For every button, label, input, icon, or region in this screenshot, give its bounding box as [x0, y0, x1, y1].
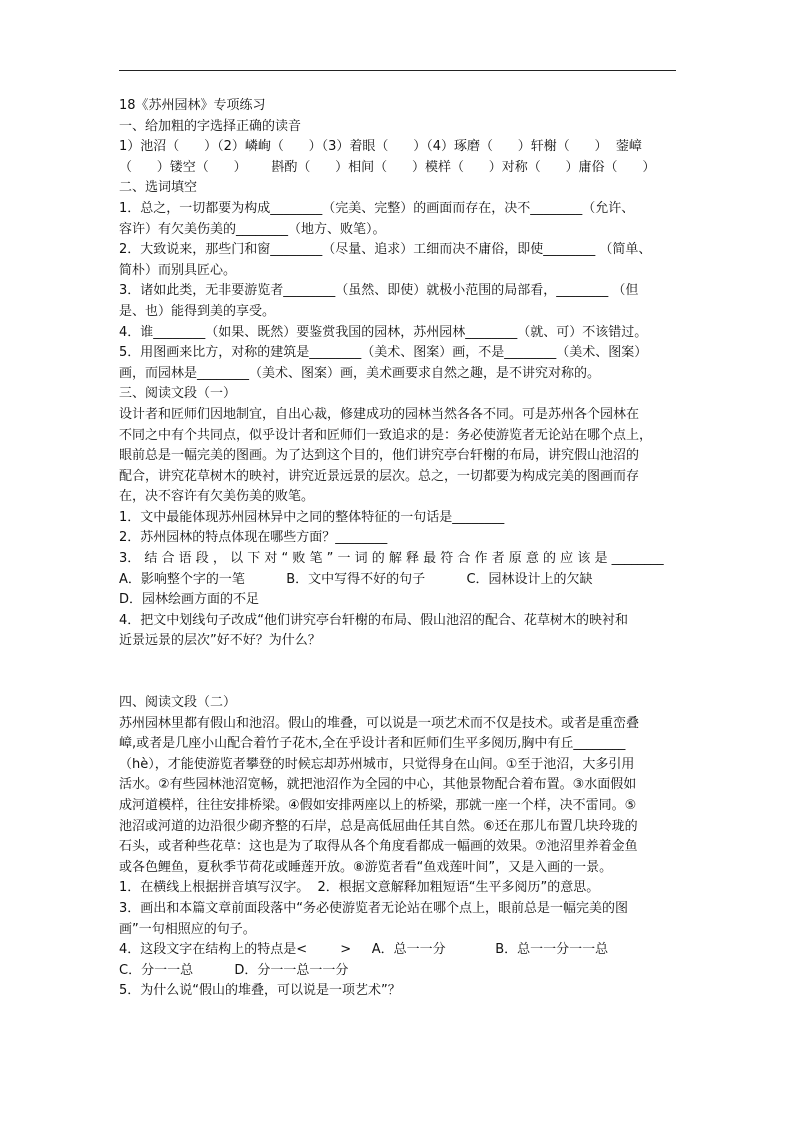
worksheet-title: 18《苏州园林》专项练习: [119, 98, 266, 113]
fill-blank-line: 是、也）能得到美的享受。: [119, 303, 276, 319]
fill-blank-line: 3．诸如此类，无非要游览者________（虽然、即使）就极小范围的局部看，________ （但: [119, 283, 639, 299]
question-line: 5．为什么说“假山的堆叠，可以说是一项艺术”？: [119, 983, 401, 999]
passage-line: 石头，或者种些花草：这也是为了取得从各个角度看都成一幅画的效果。⑦池沼里养着金鱼: [119, 839, 638, 855]
question-line: D．园林绘画方面的不足: [119, 592, 260, 608]
fill-blank-line: 容许）有欠美伤美的________（地方、败笔）。: [119, 221, 386, 237]
question-line: 2．苏州园林的特点体现在哪些方面？________: [119, 530, 388, 546]
question-line: 画”一句相照应的句子。: [119, 921, 256, 937]
fill-blank-line: 4．谁________（如果、既然）要鉴赏我国的园林，苏州园林________（就、可）不该错过。: [119, 324, 648, 340]
fill-blank-line: 画，而园林是________（美术、图案）画，美术画要求自然之趣，是不讲究对称的。: [119, 365, 601, 381]
passage-line: 活水。②有些园林池沼宽畅，就把池沼作为全园的中心，其他景物配合着布置。③水面假如: [119, 777, 637, 793]
section2-heading: 二、选词填空: [119, 180, 198, 196]
passage-line: 不同之中有个共同点，似乎设计者和匠师们一致追求的是：务必使游览者无论站在哪个点上，: [119, 427, 653, 443]
fill-blank-line: 简朴）而别具匠心。: [119, 262, 237, 278]
worksheet: [119, 96, 679, 1002]
fill-blank-line: 5．用图画来比方，对称的建筑是________（美术、图案）画，不是________（美术、图案）: [119, 345, 648, 361]
question-line: C．分一一总 D．分一一总一一分: [119, 962, 349, 978]
passage-line: 在，决不容许有欠美伤美的败笔。: [119, 489, 315, 505]
question-line: 1．在横线上根据拼音填写汉字。 2．根据文意解释加粗短语“生平多阅历”的意思。: [119, 880, 600, 896]
passage-line: 成河道模样，往往安排桥梁。④假如安排两座以上的桥梁，那就一座一个样，决不雷同。⑤: [119, 798, 637, 813]
passage-line: （hè），才能使游览者攀登的时候忘却苏州城市，只觉得身在山间。①至于池沼，大多引用: [119, 756, 635, 772]
question-line: 近景远景的层次”好不好？为什么？: [119, 633, 321, 649]
fill-blank-line: 1．总之，一切都要为构成________（完美、完整）的画面而存在，决不________（允许、: [119, 200, 635, 216]
passage-line: 或各色鲤鱼，夏秋季节荷花或睡莲开放。⑧游览者看“鱼戏莲叶间”，又是入画的一景。: [119, 859, 613, 875]
passage-line: 眼前总是一幅完美的图画。为了达到这个目的，他们讲究亭台轩榭的布局，讲究假山池沼的: [119, 448, 640, 464]
header-rule: [119, 70, 676, 71]
section3-heading: 三、阅读文段（一）: [119, 386, 237, 402]
passage-line: 嶂,或者是几座小山配合着竹子花木,全在乎设计者和匠师们生平多阅历,胸中有丘________: [119, 736, 626, 752]
pinyin-question-line: 1）池沼（ ）（2）嶙峋（ ）（3）着眼（ ）（4）琢磨（ ）轩榭（ ） 蓥嶂: [119, 139, 642, 155]
question-line: 3．画出和本篇文章前面段落中“务必使游览者无论站在哪个点上，眼前总是一幅完美的图: [119, 900, 629, 916]
passage-line: 配合，讲究花草树木的映衬，讲究近景远景的层次。总之，一切都要为构成完美的图画而存: [119, 468, 640, 484]
passage-line: 设计者和匠师们因地制宜，自出心裁，修建成功的园林当然各各不同。可是苏州各个园林在: [119, 406, 640, 422]
question-line: 4．把文中划线句子改成“他们讲究亭台轩榭的布局、假山池沼的配合、花草树木的映衬和: [119, 612, 629, 628]
pinyin-question-line: （ ）镂空（ ） 斟酌（ ）相间（ ）模样（ ）对称（ ）庸俗（ ）: [119, 159, 656, 175]
fill-blank-line: 2．大致说来，那些门和窗________（尽量、追求）工细而决不庸俗，即使________ （简单、: [119, 242, 652, 258]
spacer: [119, 652, 679, 693]
passage-line: 池沼或河道的边沿很少砌齐整的石岸，总是高低屈曲任其自然。⑥还在那儿布置几块玲珑的: [119, 818, 638, 834]
question-line: A．影响整个字的一笔 B．文中写得不好的句子 C．园林设计上的欠缺: [119, 571, 593, 587]
question-line: 3． 结 合 语 段 ， 以 下 对 “ 败 笔 ” 一 词 的 解 释 最 符 合 作 者 原 意 的 应 该 是 ________: [119, 551, 664, 567]
passage-line: 苏州园林里都有假山和池沼。假山的堆叠，可以说是一项艺术而不仅是技术。或者是重峦叠: [119, 715, 640, 731]
question-line: 4．这段文字在结构上的特点是< > A．总一一分 B．总一一分一一总: [119, 942, 609, 958]
section4-heading: 四、阅读文段（二）: [119, 695, 237, 711]
question-line: 1．文中最能体现苏州园林异中之同的整体特征的一句话是________: [119, 509, 505, 525]
section1-heading: 一、给加粗的字选择正确的读音: [119, 118, 302, 134]
